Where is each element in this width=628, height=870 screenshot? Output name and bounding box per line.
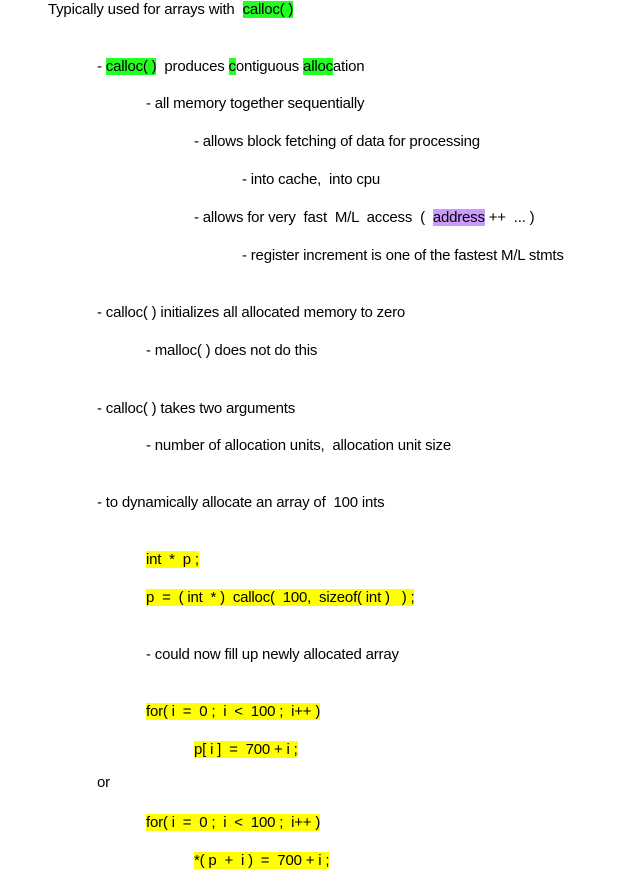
text-line: [194, 740, 298, 759]
text-line: [97, 399, 295, 418]
highlighted-text: for( i = 0 ; i < 100 ; i++ ): [146, 703, 321, 720]
text-line: [194, 132, 480, 151]
highlighted-text: p[ i ] = 700 + i ;: [194, 741, 298, 758]
text-segment: produces: [156, 58, 229, 75]
text-segment: - into cache, into cpu: [242, 171, 380, 188]
highlighted-text: address: [432, 209, 485, 226]
text-line: [146, 341, 317, 360]
text-segment: ation: [332, 58, 365, 75]
text-segment: - could now fill up newly allocated array: [146, 646, 399, 663]
text-line: [97, 773, 110, 792]
text-segment: - calloc( ) initializes all allocated memory to zero: [97, 304, 406, 321]
text-line: [146, 94, 364, 113]
text-segment: - register increment is one of the fastest M/L stmts: [242, 247, 564, 264]
text-line: [146, 550, 199, 569]
text-segment: - to dynamically allocate an array of 100 ints: [97, 494, 385, 511]
text-line: [146, 436, 451, 455]
text-line: [48, 0, 293, 19]
highlighted-text: *( p + i ) = 700 + i ;: [194, 852, 330, 869]
text-line: [242, 170, 380, 189]
text-line: [97, 303, 405, 322]
text-segment: Typically used for arrays with: [48, 1, 243, 18]
text-segment: - allows for very fast M/L access (: [194, 209, 433, 226]
text-segment: ontiguous: [235, 58, 304, 75]
text-segment: - malloc( ) does not do this: [146, 342, 318, 359]
text-segment: - all memory together sequentially: [146, 95, 365, 112]
text-line: [97, 493, 384, 512]
text-line: [146, 588, 414, 607]
text-line: [146, 702, 320, 721]
text-line: [194, 851, 329, 870]
highlighted-text: alloc: [303, 58, 333, 75]
text-line: [146, 645, 399, 664]
text-segment: - calloc( ) takes two arguments: [97, 400, 296, 417]
highlighted-text: c: [228, 58, 236, 75]
highlighted-text: p = ( int * ) calloc( 100, sizeof( int ) ) ;: [146, 589, 415, 606]
highlighted-text: calloc( ): [242, 1, 294, 18]
highlighted-text: int * p ;: [146, 551, 199, 568]
text-line: [242, 246, 564, 265]
text-line: [146, 813, 320, 832]
highlighted-text: calloc( ): [105, 58, 157, 75]
text-segment: or: [97, 774, 110, 791]
text-segment: ++ ... ): [484, 209, 535, 226]
highlighted-text: for( i = 0 ; i < 100 ; i++ ): [146, 814, 321, 831]
text-segment: - allows block fetching of data for processing: [194, 133, 480, 150]
text-line: [194, 208, 534, 227]
text-segment: - number of allocation units, allocation unit size: [146, 437, 451, 454]
text-line: [97, 57, 364, 76]
text-segment: -: [97, 58, 106, 75]
